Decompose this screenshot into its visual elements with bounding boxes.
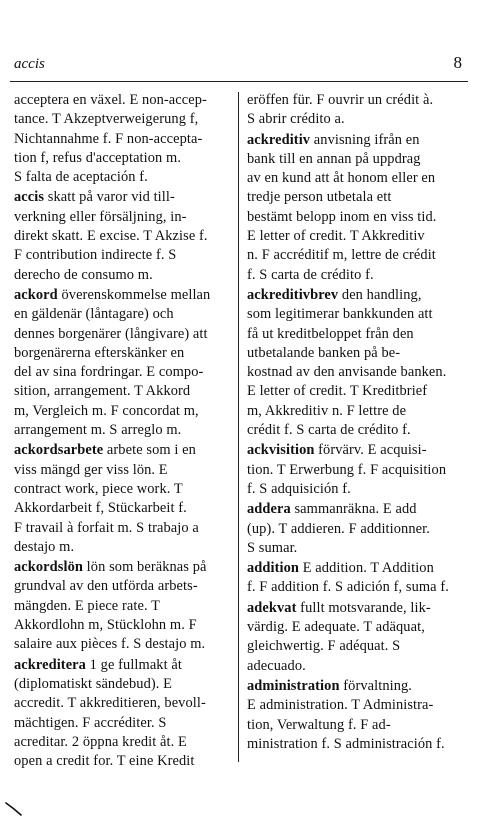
entry-text: grundval av den utförda arbets- [14,578,198,595]
entry-text: accredit. T akkreditieren, bevoll- [14,695,206,712]
entry-line [14,441,228,460]
entry-text: arrangement m. S arreglo m. [14,422,182,439]
page-header [14,53,462,76]
entry-text: anvisning ifrån en [310,131,420,148]
dictionary-entry [14,441,228,557]
entry-line [247,402,469,421]
dictionary-entry [247,441,469,499]
entry-line [14,130,228,149]
headword: ackreditera [14,656,86,673]
entry-line [14,538,228,557]
entry-line [14,266,228,285]
headword: ackvisition [247,442,315,459]
left-column [14,91,228,772]
entry-line [247,578,469,597]
entry-line [14,227,228,246]
entry-text: crédit f. S carta de crédito f. [247,422,411,439]
entry-text: tion, Verwaltung f. F ad- [247,716,391,733]
entry-line [14,188,228,207]
headword: ackreditiv [247,131,311,148]
entry-line [14,208,228,227]
entry-line [14,286,228,305]
entry-line [247,363,469,382]
entry-line [14,402,228,421]
entry-text: S abrir crédito a. [247,111,345,128]
entry-line [14,714,228,733]
entry-line [247,344,469,363]
entry-line [14,305,228,324]
entry-line [247,150,469,169]
entry-text: få ut kreditbeloppet från den [247,325,414,342]
entry-text: viss mängd ger viss lön. E [14,461,168,478]
entry-text: förvaltning. [339,677,413,694]
entry-text: m, Vergleich m. F concordat m, [14,402,199,419]
headword: addition [247,560,299,577]
entry-line [247,657,469,676]
entry-line [247,266,469,285]
entry-text: (up). T addieren. F additionner. [247,520,430,537]
entry-text: verkning eller försäljning, in- [14,208,187,225]
entry-text: kostnad av den anvisande banken. [247,364,447,381]
entry-text: n. F accréditif m, lettre de crédit [247,247,436,264]
entry-line [247,208,469,227]
entry-text: S falta de aceptación f. [14,169,148,186]
page-number: 8 [453,53,462,72]
entry-line [247,500,469,519]
entry-line [247,520,469,539]
entry-text: f. S carta de crédito f. [247,266,374,283]
entry-text: den handling, [338,286,422,303]
entry-line [247,286,469,305]
entry-text: (diplomatiskt sändebud). E [14,675,173,692]
entry-line [247,110,469,129]
entry-line [14,480,228,499]
entry-text: bestämt belopp inom en viss tid. [247,208,437,225]
entry-text: 1 ge fullmakt åt [85,656,182,673]
corner-mark [4,800,24,816]
headword: adekvat [247,599,297,616]
entry-line [247,131,469,150]
entry-text: S sumar. [247,539,298,556]
entry-text: F travail à forfait m. S trabajo a [14,519,199,536]
dictionary-entry [14,656,228,772]
entry-text: acceptera en växel. E non-accep- [14,92,207,108]
headword: ackordslön [14,559,83,576]
entry-text: värdig. E adequate. T adäquat, [247,619,425,636]
entry-line [247,735,469,754]
entry-text: dennes borgenärer (långivare) att [14,325,208,342]
entry-text: open a credit for. T eine Kredit [14,753,195,770]
entry-line [14,363,228,382]
running-head: accis [14,56,45,72]
entry-line [247,421,469,440]
entry-text: f. S adquisición f. [247,480,351,497]
entry-text: arbete som i en [103,442,196,459]
headword: administration [247,677,340,694]
entry-text: sammanräkna. E add [290,501,417,518]
entry-text: som legitimerar bankkunden att [247,306,433,323]
entry-line [14,656,228,675]
entry-text: f. F addition f. S adición f, suma f. [247,579,449,596]
entry-text: contract work, piece work. T [14,480,183,497]
entry-line [247,382,469,401]
entry-line [14,519,228,538]
entry-text: borgenärerna efterskänker en [14,344,185,361]
entry-text: derecho de consumo m. [14,266,153,283]
entry-line [247,696,469,715]
entry-text: av en kund att åt honom eller en [247,170,436,187]
dictionary-entry [14,558,228,654]
entry-text: skatt på varor vid till- [44,189,175,206]
dictionary-entry [14,188,228,284]
entry-text: eröffen für. F ouvrir un crédit à. [247,92,434,108]
entry-line [14,675,228,694]
entry-line [14,558,228,577]
entry-line [14,168,228,187]
entry-text: tion. T Erwerbung f. F acquisition [247,461,447,478]
column-divider [238,92,239,762]
entry-text: sition, arrangement. T Akkord [14,383,191,400]
dictionary-entry [14,286,228,440]
entry-line [247,539,469,558]
entry-text: E addition. T Addition [299,560,434,577]
entry-line [247,305,469,324]
dictionary-entry [247,599,469,676]
entry-text: mächtigen. F accréditer. S [14,714,167,731]
entry-text: Akkordlohn m, Stücklohn m. F [14,617,197,634]
entry-text: F contribution indirecte f. S [14,247,177,264]
entry-text: förvärv. E acquisi- [314,442,427,459]
entry-line [247,246,469,265]
dictionary-entry [247,500,469,558]
headword: accis [14,189,45,206]
entry-text: lön som beräknas på [82,559,207,576]
entry-text: en gäldenär (låntagare) och [14,306,174,323]
entry-text: Akkordarbeit f, Stückarbeit f. [14,500,187,517]
entry-text: E administration. T Administra- [247,697,434,714]
entry-text: tion f, refus d'acceptation m. [14,149,182,166]
entry-line [14,91,228,110]
entry-text: tance. T Akzeptverweigerung f, [14,111,199,128]
entry-text: gleichwertig. F adéquat. S [247,638,401,655]
headword: ackord [14,286,58,303]
headword: addera [247,501,291,518]
entry-line [14,149,228,168]
entry-line [14,461,228,480]
entry-line [247,599,469,618]
entry-line [14,597,228,616]
entry-text: ministration f. S administración f. [247,735,445,752]
dictionary-entry [247,91,469,130]
entry-line [14,246,228,265]
entry-line [247,188,469,207]
dictionary-entry [247,677,469,754]
entry-line [14,325,228,344]
entry-text: E letter of credit. T Akkreditiv [247,228,425,245]
entry-line [247,480,469,499]
entry-text: Nichtannahme f. F non-accepta- [14,130,203,147]
entry-text: E letter of credit. T Kreditbrief [247,383,428,400]
entry-line [247,169,469,188]
entry-text: fullt motsvarande, lik- [296,599,431,616]
entry-line [14,577,228,596]
dictionary-entry [247,286,469,440]
entry-line [247,559,469,578]
entry-text: överenskommelse mellan [57,286,211,303]
entry-line [247,461,469,480]
entry-text: m, Akkreditiv n. F lettre de [247,402,407,419]
header-rule [10,81,468,82]
entry-line [247,677,469,696]
right-column [247,91,469,755]
entry-line [247,227,469,246]
dictionary-entry [14,91,228,187]
entry-line [14,635,228,654]
entry-text: salaire aux pièces f. S destajo m. [14,636,206,653]
entry-line [247,637,469,656]
entry-text: utbetalande banken på be- [247,344,401,361]
headword: ackordsarbete [14,442,104,459]
dictionary-entry [247,131,469,285]
entry-line [14,421,228,440]
dictionary-entry [247,559,469,598]
entry-line [14,616,228,635]
headword: ackreditivbrev [247,286,339,303]
entry-line [14,499,228,518]
entry-line [14,733,228,752]
entry-text: bank till en annan på uppdrag [247,150,421,167]
entry-line [247,618,469,637]
entry-text: adecuado. [247,657,306,674]
entry-line [247,91,469,110]
entry-line [247,325,469,344]
entry-line [14,694,228,713]
entry-line [247,441,469,460]
entry-text: mängden. E piece rate. T [14,597,160,614]
entry-line [14,110,228,129]
entry-line [14,382,228,401]
entry-text: destajo m. [14,538,75,555]
entry-line [247,716,469,735]
entry-text: tredje person utbetala ett [247,189,392,206]
entry-text: del av sina fordringar. E compo- [14,364,204,381]
entry-text: direkt skatt. E excise. T Akzise f. [14,228,208,245]
entry-line [14,344,228,363]
entry-text: acreditar. 2 öppna kredit åt. E [14,733,187,750]
entry-line [14,752,228,771]
